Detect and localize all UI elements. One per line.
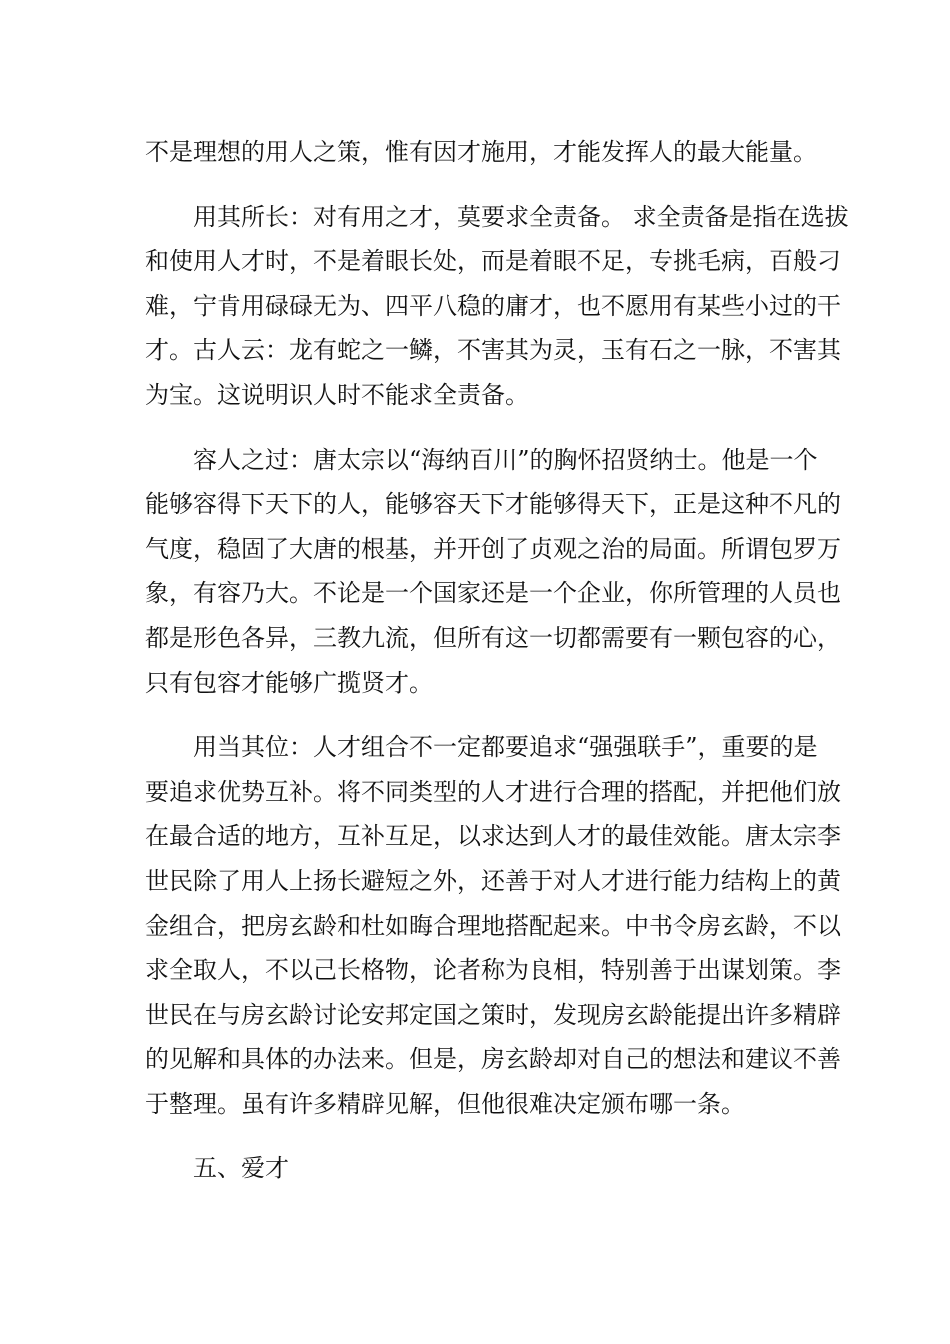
text-line: 用当其位：人才组合不一定都要追求“强强联手”，重要的是 [193, 733, 818, 762]
text-line: 不是理想的用人之策，惟有因才施用，才能发挥人的最大能量。 [145, 138, 817, 166]
text-line: 金组合，把房玄龄和杜如晦合理地搭配起来。中书令房玄龄，不以 [145, 911, 841, 940]
text-line: 在最合适的地方，互补互足，以求达到人才的最佳效能。唐太宗李 [145, 822, 841, 851]
text-line: 世民除了用人上扬长避短之外，还善于对人才进行能力结构上的黄 [145, 866, 841, 895]
text-line: 求全取人，不以己长格物，论者称为良相，特别善于出谋划策。李 [145, 956, 841, 985]
text-line: 能够容得下天下的人，能够容天下才能够得天下，正是这种不凡的 [145, 490, 841, 519]
paragraph-yong-dang-qi-wei [145, 725, 841, 1126]
section-heading [145, 1146, 809, 1191]
text-line: 难，宁肯用碌碌无为、四平八稳的庸才，也不愿用有某些小过的干 [145, 291, 841, 320]
paragraph-yong-qi-suo-chang [145, 195, 849, 418]
text-line: 气度，稳固了大唐的根基，并开创了贞观之治的局面。所谓包罗万 [145, 534, 841, 563]
text-line: 都是形色各异，三教九流，但所有这一切都需要有一颗包容的心， [145, 623, 841, 652]
text-line: 世民在与房玄龄讨论安邦定国之策时，发现房玄龄能提出许多精辟 [145, 1000, 841, 1029]
text-line: 于整理。虽有许多精辟见解，但他很难决定颁布哪一条。 [145, 1089, 745, 1118]
paragraph-rong-ren-zhi-guo [145, 438, 841, 706]
text-line: 和使用人才时，不是着眼长处，而是着眼不足，专挑毛病，百般刁 [145, 247, 841, 276]
text-line: 象，有容乃大。不论是一个国家还是一个企业，你所管理的人员也 [145, 579, 841, 608]
document-body [145, 130, 849, 1191]
text-line: 用其所长：对有用之才，莫要求全责备。 求全责备是指在选拔 [193, 202, 849, 231]
text-line: 容人之过：唐太宗以“海纳百川”的胸怀招贤纳士。他是一个 [193, 445, 818, 474]
paragraph-intro-end [145, 130, 817, 175]
text-line: 要追求优势互补。将不同类型的人才进行合理的搭配，并把他们放 [145, 777, 841, 806]
text-line: 只有包容才能够广揽贤才。 [145, 668, 433, 697]
text-line: 的见解和具体的办法来。但是，房玄龄却对自己的想法和建议不善 [145, 1045, 841, 1074]
text-line: 为宝。这说明识人时不能求全责备。 [145, 380, 529, 409]
heading-text: 五、爱才 [193, 1154, 289, 1183]
text-line: 才。古人云：龙有蛇之一鳞，不害其为灵，玉有石之一脉，不害其 [145, 336, 841, 365]
